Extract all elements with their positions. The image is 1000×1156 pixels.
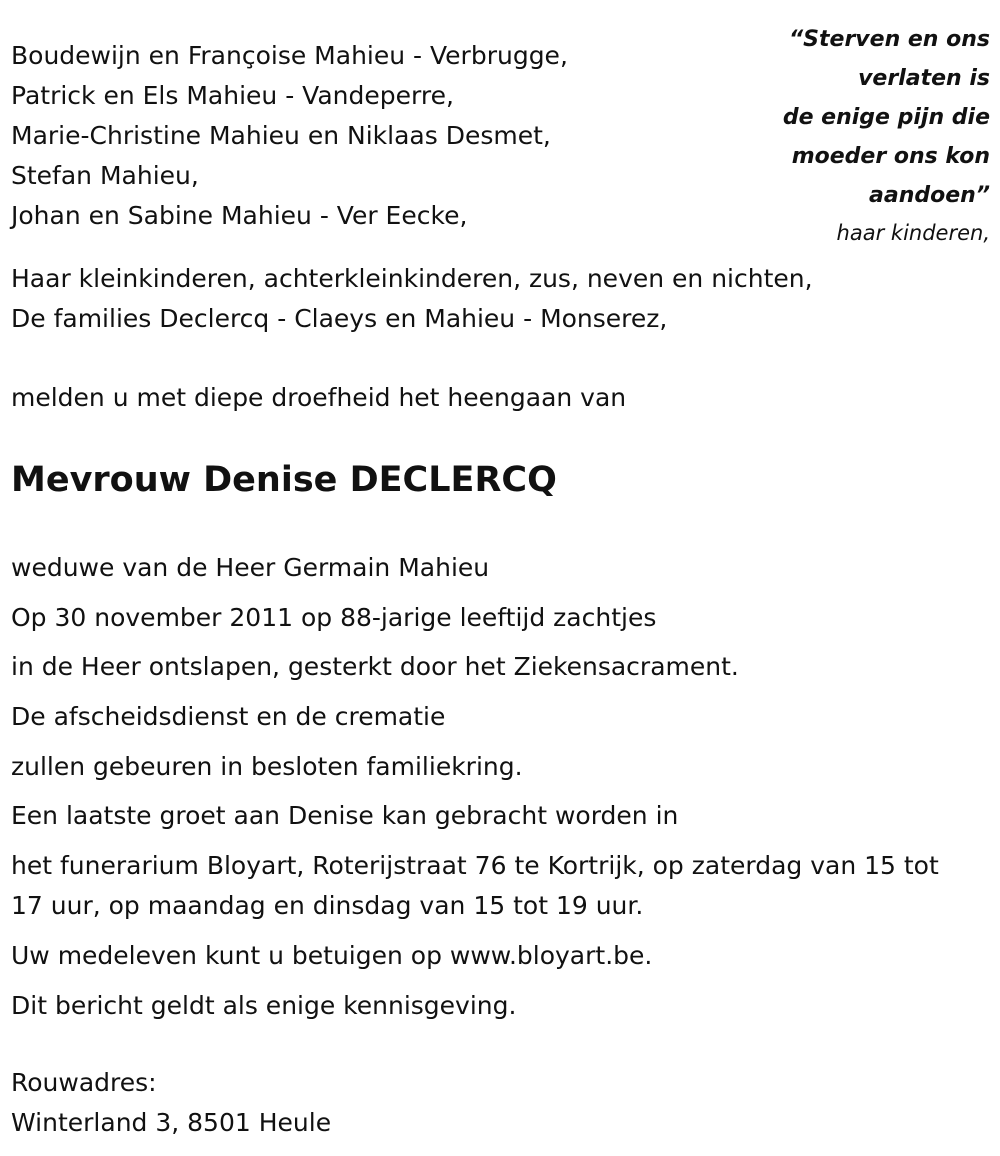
quote-signature: haar kinderen, — [836, 221, 990, 245]
family-list — [11, 36, 731, 236]
quote-box — [730, 20, 990, 248]
family-member: Stefan Mahieu, — [11, 161, 199, 190]
detail-line: Dit bericht geldt als enige kennisgeving. — [11, 990, 517, 1020]
extended-family-line: Haar kleinkinderen, achterkleinkinderen, zus, neven en nichten, — [11, 264, 813, 293]
detail-line: Op 30 november 2011 op 88-jarige leeftijd zachtjes — [11, 602, 657, 632]
family-member: Patrick en Els Mahieu - Vandeperre, — [11, 81, 454, 110]
extended-family-list — [11, 259, 813, 339]
detail-line: weduwe van de Heer Germain Mahieu — [11, 553, 490, 582]
address-line: Winterland 3, 8501 Heule — [11, 1108, 332, 1137]
quote-text: “Sterven en ons verlaten is de enige pijn die moeder ons kon aandoen” — [782, 27, 990, 208]
announcement: melden u met diepe droefheid het heengaan van — [11, 383, 627, 412]
mourning-address — [11, 1063, 331, 1143]
details-list — [11, 548, 971, 1035]
detail-line: het funerarium Bloyart, Roterijstraat 76 te Kortrijk, op zaterdag van 15 tot 17 uur, op maandag en dinsdag van 15 tot 19 uur. — [11, 851, 939, 921]
family-member: Marie-Christine Mahieu en Niklaas Desmet, — [11, 121, 551, 150]
deceased-name: Mevrouw Denise DECLERCQ — [11, 460, 557, 500]
family-member: Boudewijn en Françoise Mahieu - Verbrugge, — [11, 41, 568, 70]
extended-family-line: De families Declercq - Claeys en Mahieu - Monserez, — [11, 304, 668, 333]
detail-line: in de Heer ontslapen, gesterkt door het Ziekensacrament. — [11, 652, 739, 682]
detail-line: Een laatste groet aan Denise kan gebracht worden in — [11, 801, 679, 831]
address-label: Rouwadres: — [11, 1068, 157, 1097]
detail-line: Uw medeleven kunt u betuigen op www.bloyart.be. — [11, 940, 653, 970]
detail-line: De afscheidsdienst en de crematie — [11, 702, 446, 732]
family-member: Johan en Sabine Mahieu - Ver Eecke, — [11, 201, 468, 230]
detail-line: zullen gebeuren in besloten familiekring. — [11, 751, 523, 781]
